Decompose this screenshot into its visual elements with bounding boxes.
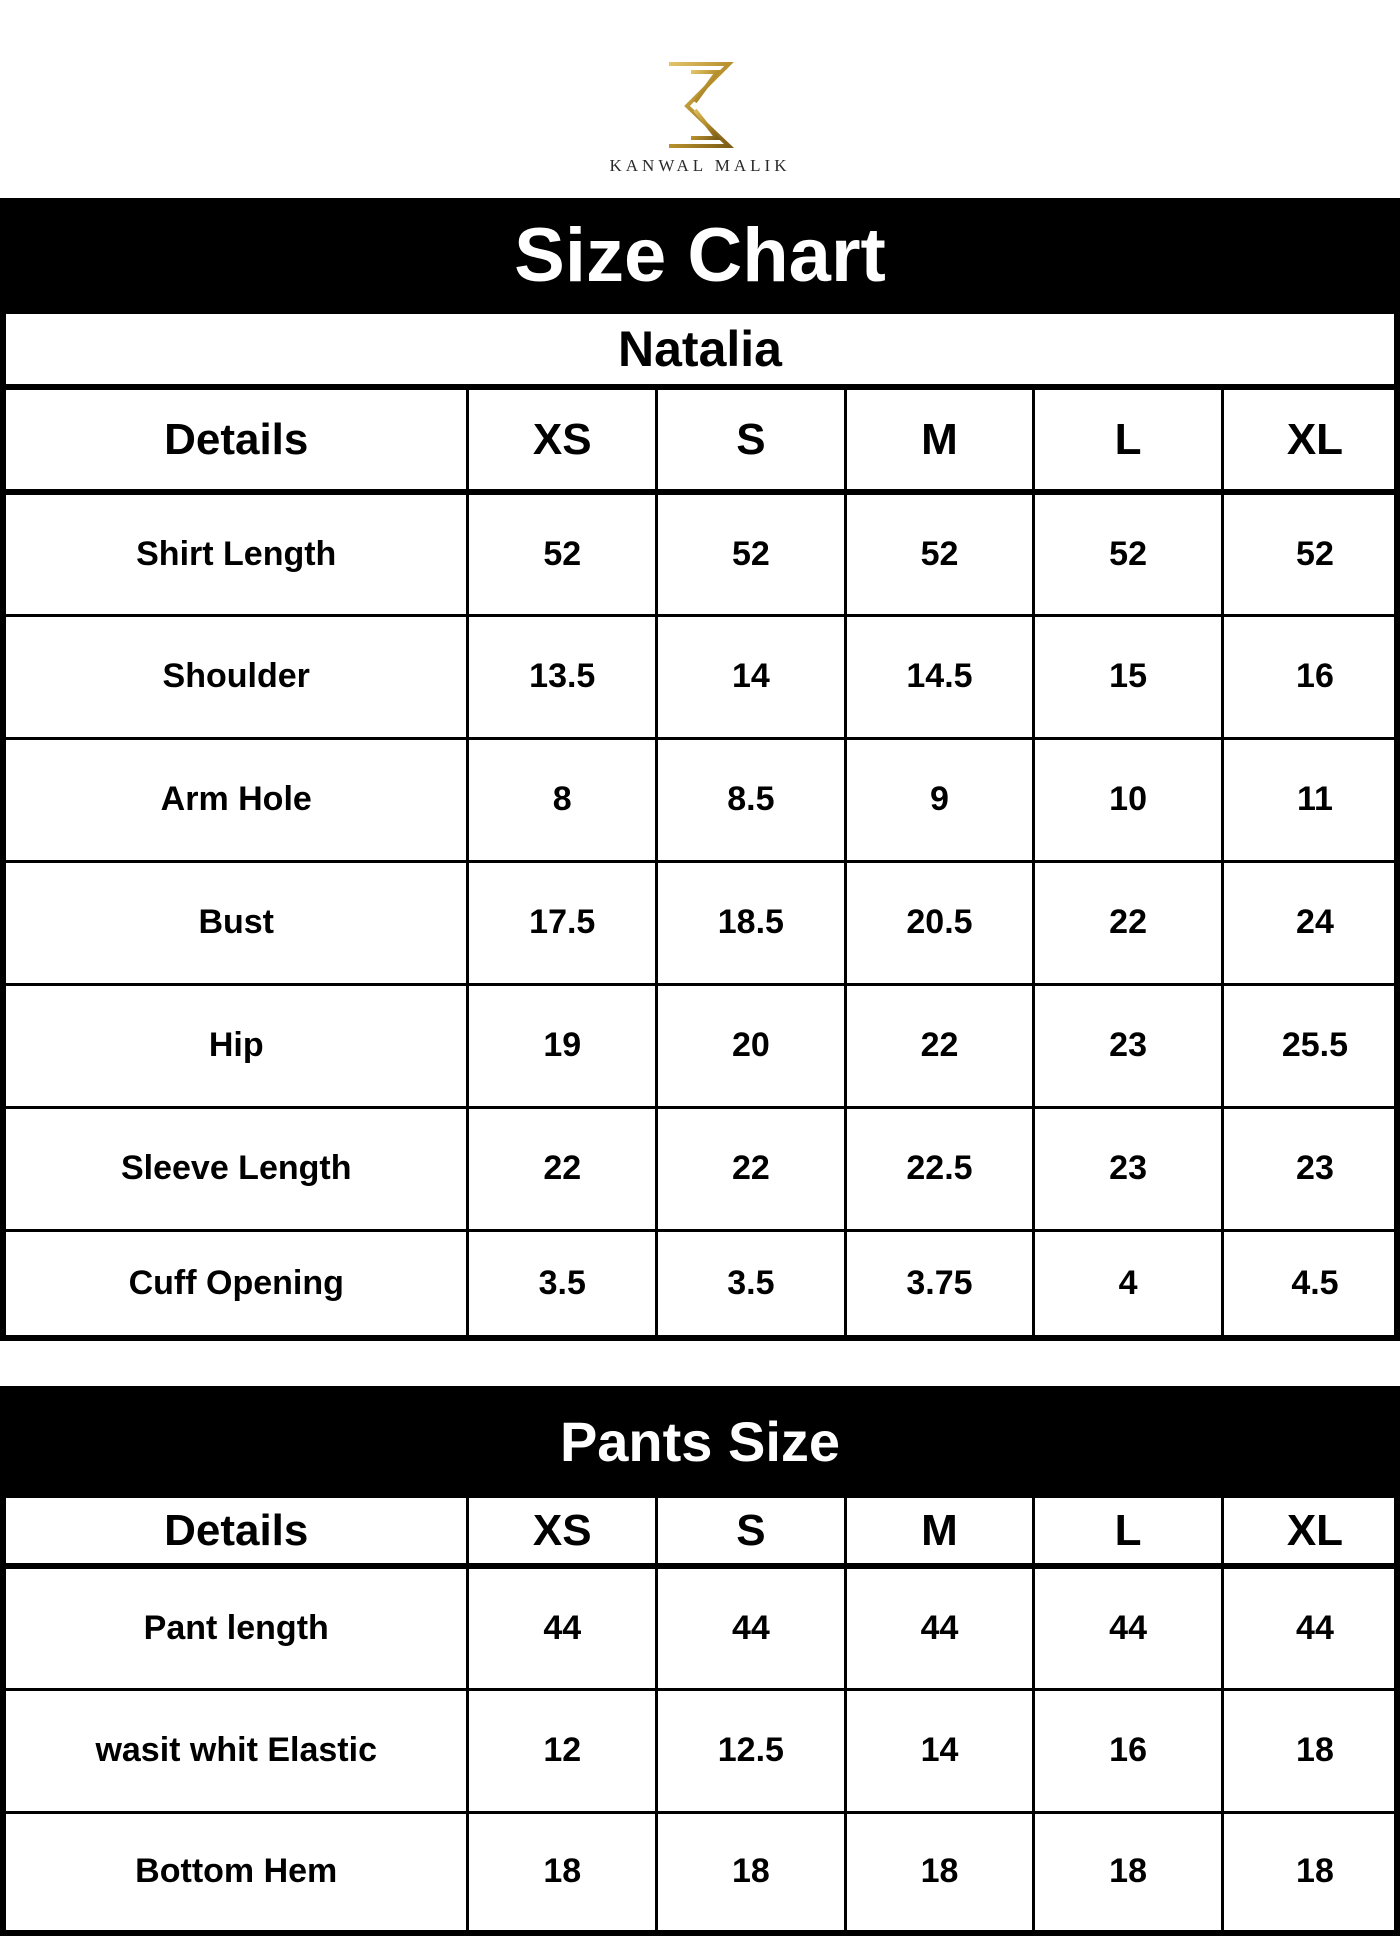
table-header-row	[6, 1498, 1400, 1566]
pants-chart-table-wrapper	[0, 1498, 1400, 1936]
brand-name: KANWAL MALIK	[609, 156, 791, 175]
size-chart-section	[0, 198, 1400, 1341]
cell-value: 14	[845, 1689, 1034, 1812]
table-row	[6, 492, 1400, 615]
cell-value: 18	[657, 1812, 846, 1930]
cell-value: 18	[468, 1812, 657, 1930]
pants-chart-section	[0, 1386, 1400, 1936]
table-row	[6, 1689, 1400, 1812]
header-details: Details	[6, 1498, 468, 1566]
size-chart-table	[6, 390, 1400, 1335]
header-xl: XL	[1222, 1498, 1400, 1566]
cell-value: 24	[1222, 861, 1400, 984]
cell-value: 44	[845, 1566, 1034, 1689]
header-l: L	[1034, 390, 1223, 492]
cell-value: 44	[1222, 1566, 1400, 1689]
cell-value: 10	[1034, 738, 1223, 861]
header-m: M	[845, 390, 1034, 492]
cell-value: 22	[1034, 861, 1223, 984]
cell-value: 20.5	[845, 861, 1034, 984]
cell-value: 12	[468, 1689, 657, 1812]
cell-value: 52	[845, 492, 1034, 615]
cell-value: 14.5	[845, 615, 1034, 738]
cell-value: 3.5	[468, 1230, 657, 1335]
cell-value: 44	[1034, 1566, 1223, 1689]
cell-value: 16	[1222, 615, 1400, 738]
header-xl: XL	[1222, 390, 1400, 492]
cell-value: 44	[657, 1566, 846, 1689]
cell-value: 18	[1222, 1689, 1400, 1812]
cell-value: 22	[845, 984, 1034, 1107]
table-row	[6, 984, 1400, 1107]
table-row	[6, 615, 1400, 738]
cell-value: 22.5	[845, 1107, 1034, 1230]
cell-value: 18	[845, 1812, 1034, 1930]
cell-value: 52	[468, 492, 657, 615]
cell-value: 3.75	[845, 1230, 1034, 1335]
size-chart-title: Size Chart	[0, 198, 1400, 314]
cell-value: 9	[845, 738, 1034, 861]
cell-value: 23	[1034, 984, 1223, 1107]
row-label: Bottom Hem	[6, 1812, 468, 1930]
cell-value: 23	[1222, 1107, 1400, 1230]
product-name: Natalia	[0, 314, 1400, 390]
kanwal-malik-monogram-icon	[665, 60, 735, 150]
cell-value: 22	[657, 1107, 846, 1230]
cell-value: 3.5	[657, 1230, 846, 1335]
table-row	[6, 861, 1400, 984]
cell-value: 18.5	[657, 861, 846, 984]
cell-value: 52	[1222, 492, 1400, 615]
row-label: wasit whit Elastic	[6, 1689, 468, 1812]
row-label: Pant length	[6, 1566, 468, 1689]
cell-value: 15	[1034, 615, 1223, 738]
cell-value: 14	[657, 615, 846, 738]
row-label: Shirt Length	[6, 492, 468, 615]
cell-value: 8	[468, 738, 657, 861]
header-m: M	[845, 1498, 1034, 1566]
cell-value: 11	[1222, 738, 1400, 861]
row-label: Bust	[6, 861, 468, 984]
table-row	[6, 1107, 1400, 1230]
brand-logo	[0, 60, 1400, 185]
size-chart-table-wrapper	[0, 390, 1400, 1341]
table-row	[6, 1230, 1400, 1335]
cell-value: 13.5	[468, 615, 657, 738]
header-s: S	[657, 1498, 846, 1566]
cell-value: 23	[1034, 1107, 1223, 1230]
cell-value: 4.5	[1222, 1230, 1400, 1335]
cell-value: 52	[657, 492, 846, 615]
cell-value: 19	[468, 984, 657, 1107]
cell-value: 25.5	[1222, 984, 1400, 1107]
cell-value: 52	[1034, 492, 1223, 615]
table-row	[6, 738, 1400, 861]
cell-value: 8.5	[657, 738, 846, 861]
cell-value: 22	[468, 1107, 657, 1230]
header-details: Details	[6, 390, 468, 492]
table-header-row	[6, 390, 1400, 492]
table-row	[6, 1812, 1400, 1930]
header-xs: XS	[468, 390, 657, 492]
cell-value: 4	[1034, 1230, 1223, 1335]
header-l: L	[1034, 1498, 1223, 1566]
cell-value: 20	[657, 984, 846, 1107]
cell-value: 18	[1222, 1812, 1400, 1930]
table-row	[6, 1566, 1400, 1689]
cell-value: 44	[468, 1566, 657, 1689]
row-label: Sleeve Length	[6, 1107, 468, 1230]
header-xs: XS	[468, 1498, 657, 1566]
row-label: Arm Hole	[6, 738, 468, 861]
row-label: Shoulder	[6, 615, 468, 738]
cell-value: 16	[1034, 1689, 1223, 1812]
cell-value: 12.5	[657, 1689, 846, 1812]
header-s: S	[657, 390, 846, 492]
cell-value: 18	[1034, 1812, 1223, 1930]
pants-chart-title: Pants Size	[0, 1386, 1400, 1498]
row-label: Cuff Opening	[6, 1230, 468, 1335]
cell-value: 17.5	[468, 861, 657, 984]
row-label: Hip	[6, 984, 468, 1107]
pants-chart-table	[6, 1498, 1400, 1930]
